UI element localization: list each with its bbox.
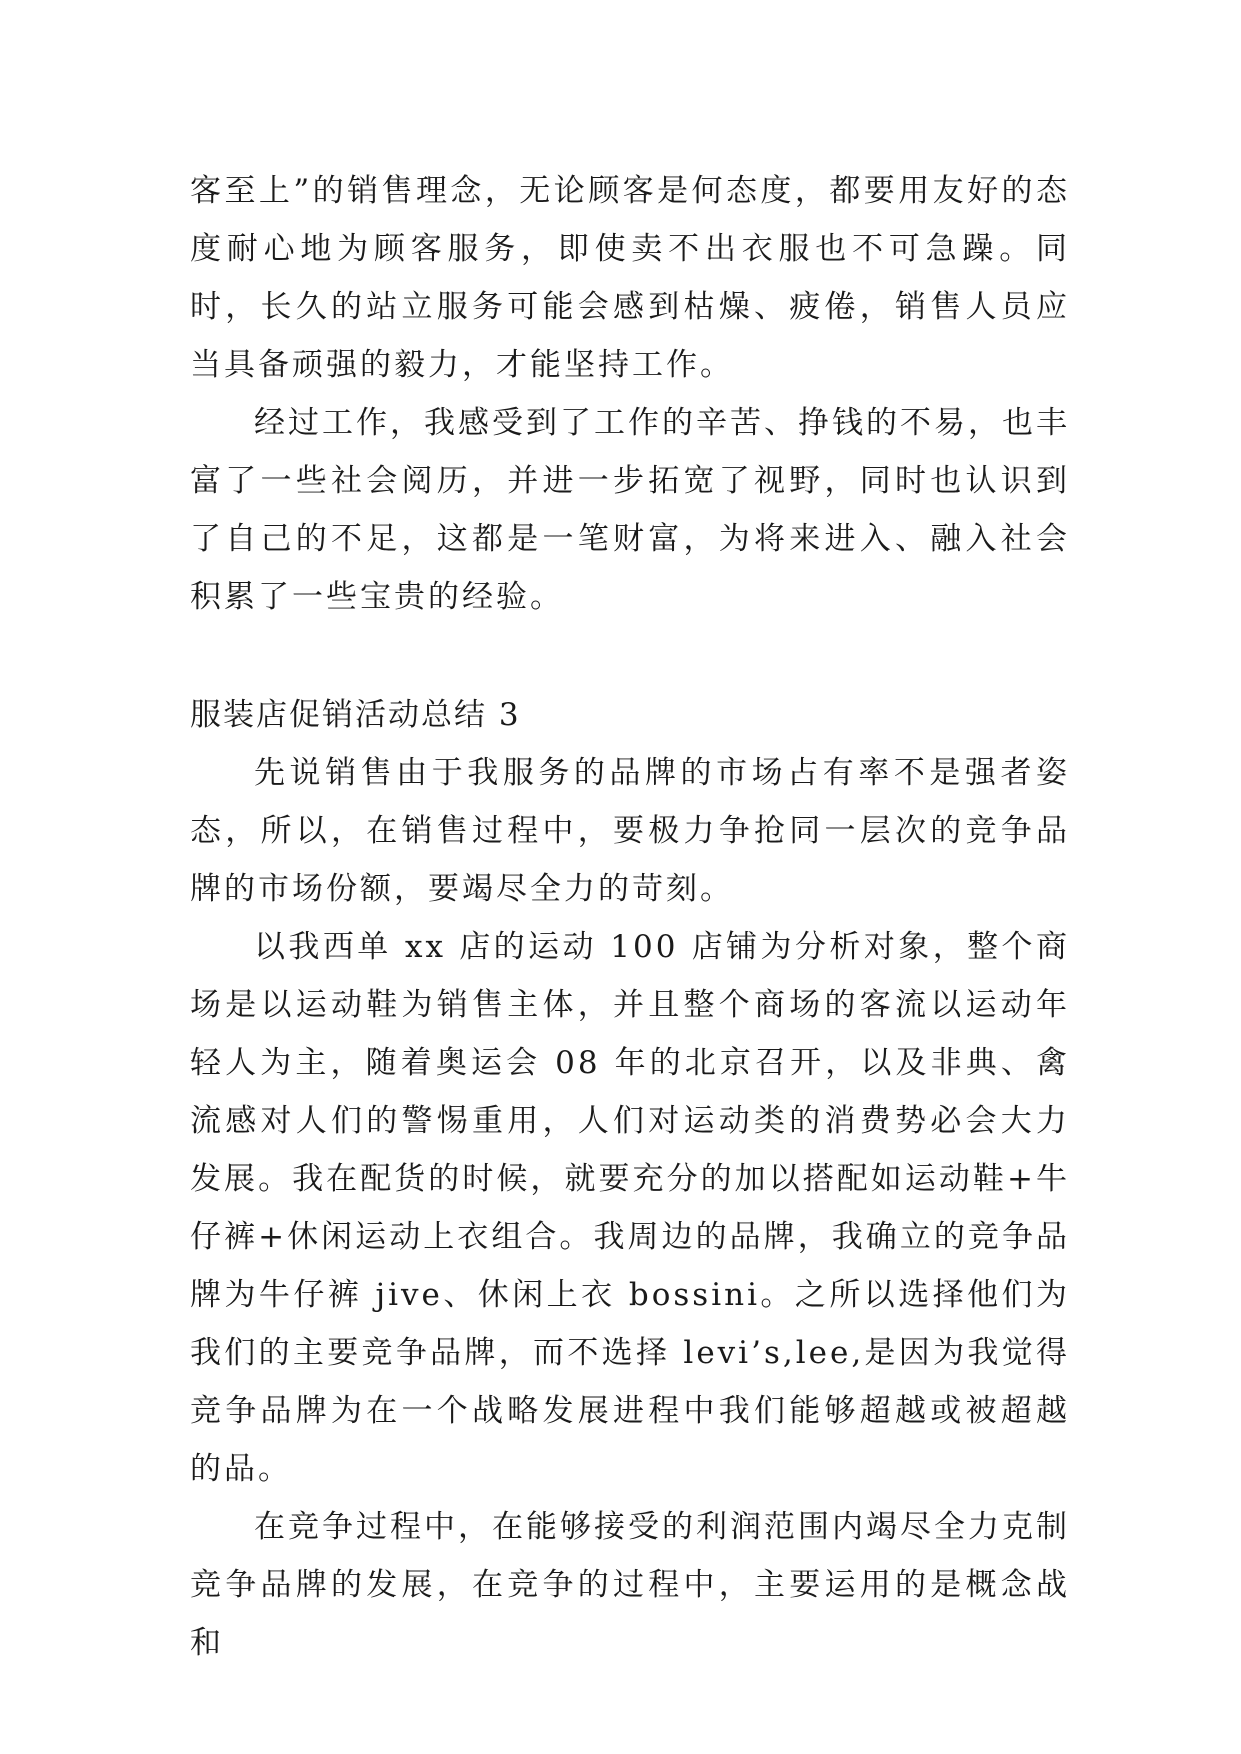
document-body (190, 162, 1070, 1672)
section-spacer (190, 626, 1070, 686)
paragraph-sales-intro: 先说销售由于我服务的品牌的市场占有率不是强者姿态，所以，在销售过程中，要极力争抢同一层次的竞争品牌的市场份额，要竭尽全力的苛刻。 (190, 755, 1070, 907)
paragraph-service-attitude: 客至上”的销售理念，无论顾客是何态度，都要用友好的态度耐心地为顾客服务，即使卖不出衣服也不可急躁。同时，长久的站立服务可能会感到枯燥、疲倦，销售人员应当具备顽强的毅力，才能坚持工作。 (190, 173, 1070, 383)
paragraph-competition: 在竞争过程中，在能够接受的利润范围内竭尽全力克制竞争品牌的发展，在竞争的过程中，主要运用的是概念战和 (190, 1509, 1070, 1661)
paragraph-store-analysis: 以我西单 xx 店的运动 100 店铺为分析对象，整个商场是以运动鞋为销售主体，并且整个商场的客流以运动年轻人为主，随着奥运会 08 年的北京召开，以及非典、禽流感对人们的警惕重用，人们对运动类的消费势必会大力发展。我在配货的时候，就要充分的加以搭配如运动鞋+牛仔裤+休闲运动上衣组合。我周边的品牌，我确立的竞争品牌为牛仔裤 jive、休闲上衣 bossini。之所以选择他们为我们的主要竞争品牌，而不选择 levi’s,lee,是因为我觉得竞争品牌为在一个战略发展进程中我们能够超越或被超越的品。 (190, 929, 1070, 1487)
paragraph-work-experience: 经过工作，我感受到了工作的辛苦、挣钱的不易，也丰富了一些社会阅历，并进一步拓宽了视野，同时也认识到了自己的不足，这都是一笔财富，为将来进入、融入社会积累了一些宝贵的经验。 (190, 405, 1070, 615)
section-title: 服装店促销活动总结 3 (190, 697, 521, 733)
